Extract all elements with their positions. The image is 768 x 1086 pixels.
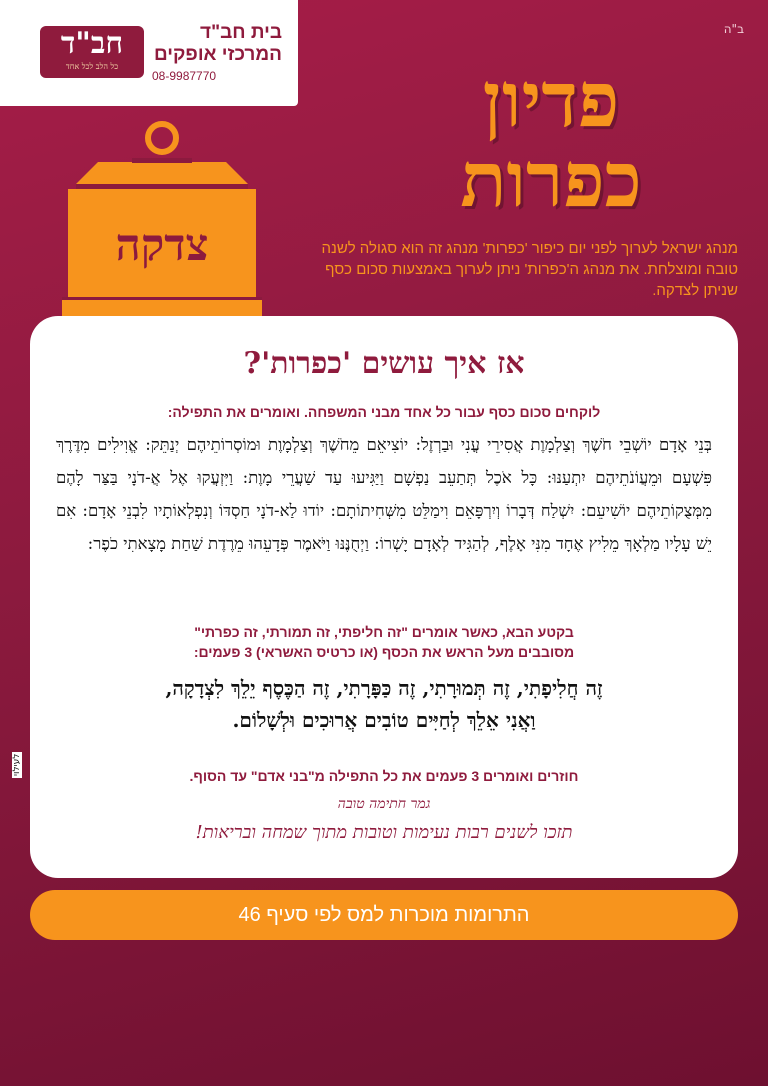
instruction-repeat: חוזרים ואומרים 3 פעמים את כל התפילה מ"בני אדם" עד הסוף. bbox=[189, 768, 579, 784]
box-band bbox=[76, 184, 248, 189]
logo-badge-text: חב"ד bbox=[60, 26, 124, 61]
logo-box bbox=[0, 0, 298, 106]
card-heading: אז איך עושים 'כפרות'? bbox=[243, 346, 525, 381]
side-note: לעילוי bbox=[12, 753, 22, 776]
bh-mark: ב"ה bbox=[723, 22, 744, 36]
instruction-circle-line2: מסובבים מעל הראש את הכסף (או כרטיס האשראי) 3 פעמים: bbox=[193, 644, 575, 660]
tax-deductible-banner: התרומות מוכרות למס לפי סעיף 46 bbox=[30, 890, 738, 940]
intro-text: מנהג ישראל לערוך לפני יום כיפור 'כפרות' מנהג זה הוא סגולה לשנה טובה ומוצלחת. את מנהג ה'כפרות' ניתן לערוך באמצעות סכום כסף שניתן לצדקה. bbox=[321, 240, 738, 299]
zeh-line1: זֶה חֲלִיפָתִי, זֶה תְּמוּרָתִי, זֶה כַּפָּרָתִי, זֶה הַכֶּסֶף יֵלֵךְ לִצְדָקָה, bbox=[165, 676, 603, 700]
tzedakah-box-icon bbox=[58, 118, 266, 318]
org-name-line1: בית חב"ד bbox=[200, 22, 282, 43]
org-info bbox=[152, 22, 282, 86]
blessing-gmar-chatima: גמר חתימה טובה bbox=[337, 796, 431, 812]
instructions-card bbox=[30, 316, 738, 878]
title-line1: פדיון bbox=[482, 55, 620, 144]
box-label: צדקה bbox=[115, 220, 209, 271]
chabad-logo bbox=[40, 26, 144, 78]
prayer-text: בְּנֵי אָדָם יוֹשְׁבֵי חֹשֶׁךְ וְצַלְמָוֶת אֲסִירֵי עֳנִי וּבַרְזֶל: יוֹצִיאֵם מֵחֹשֶׁךְ וְצַלְמָוֶת וּמוֹסְרוֹתֵיהֶם יְנַתֵּק: אֱוִילִים מִדֶּרֶךְ פִּשְׁעָם וּמֵעֲוֹנֹתֵיהֶם יִתְעַנּוּ: כָּל אֹכֶל תְּתַעֵב נַפְשָׁם וַיַּגִּיעוּ עַד שַׁעֲרֵי מָוֶת: וַיִּזְעֲקוּ אֶל אֲ-דֹנָי בַּצַּר לָהֶם מִמְּצֻקוֹתֵיהֶם יוֹשִׁיעֵם: יִשְׁלַח דְּבָרוֹ וְיִרְפָּאֵם וִימַלֵּט מִשְּׁחִיתוֹתָם: יוֹדוּ לַא-דֹנָי חַסְדּוֹ וְנִפְלְאוֹתָיו לִבְנֵי אָדָם: אִם יֵשׁ עָלָיו מַלְאָךְ מֵלִיץ אֶחָד מִנִּי אָלֶף, לְהַגִּיד לְאָדָם יָשְׁרוֹ: וַיְחֻנֶּנּוּ וַיֹּאמֶר פְּדָעֵהוּ מֵרֶדֶת שַׁחַת מָצָאתִי כֹפֶר: bbox=[56, 435, 712, 553]
box-lid bbox=[76, 162, 248, 184]
zeh-line2: וַאֲנִי אֵלֵךְ לְחַיִּים טוֹבִים אֲרוּכִים וּלְשָׁלוֹם. bbox=[232, 708, 536, 732]
logo-tagline: כל הלב לכל אחד bbox=[65, 62, 119, 71]
instruction-take-money: לוקחים סכום כסף עבור כל אחד מבני המשפחה. ואומרים את התפילה: bbox=[167, 404, 601, 420]
instruction-circle-line1: בקטע הבא, כאשר אומרים "זה חליפתי, זה תמורתי, זה כפרתי" bbox=[194, 624, 574, 640]
box-slot bbox=[132, 158, 192, 163]
box-base-line bbox=[62, 297, 262, 300]
page-title bbox=[386, 55, 716, 224]
title-line2: כפרות bbox=[460, 135, 642, 224]
org-phone: 08-9987770 bbox=[152, 69, 217, 83]
zeh-chalifati-text bbox=[30, 672, 738, 736]
box-knob bbox=[148, 124, 176, 152]
org-name-line2: המרכזי אופקים bbox=[153, 44, 282, 65]
instruction-circle bbox=[30, 622, 738, 662]
blessing-tizku: תזכו לשנים רבות נעימות וטובות מתוך שמחה ובריאות! bbox=[195, 822, 573, 843]
